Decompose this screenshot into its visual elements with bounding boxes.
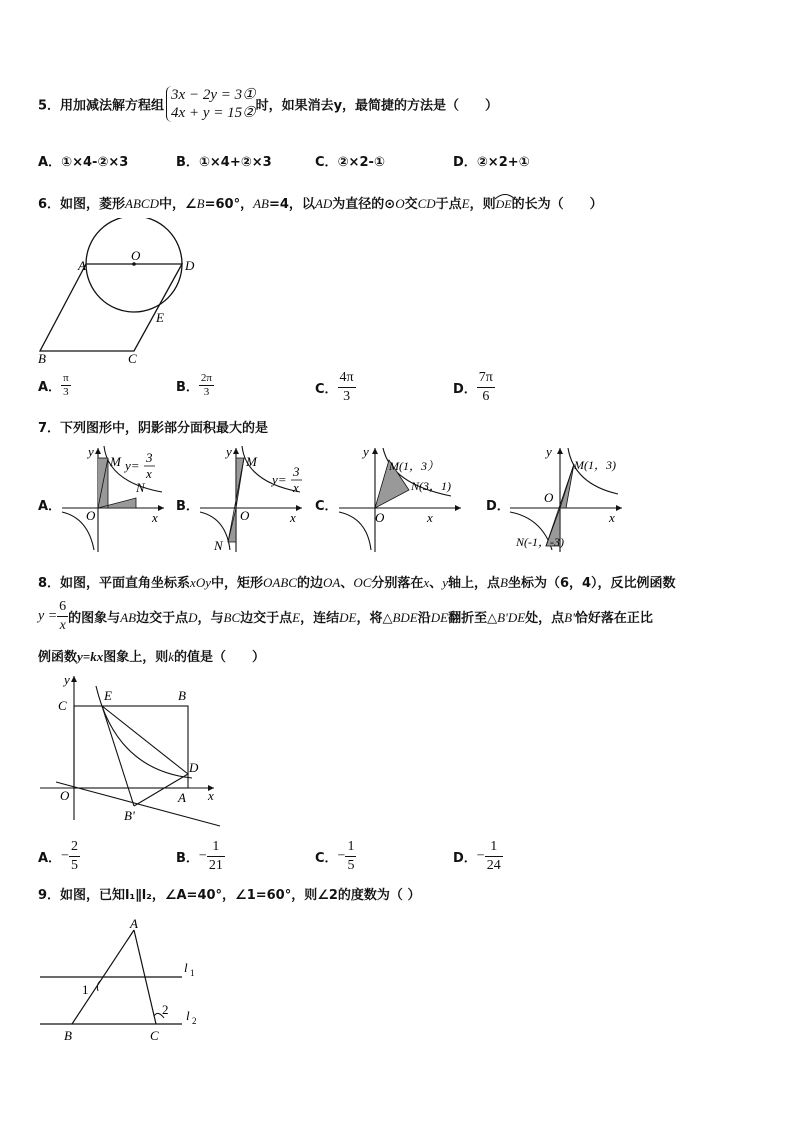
q7-b-x: x [290, 510, 296, 525]
q7-b-y: y [226, 444, 232, 459]
denominator: 5 [347, 858, 355, 873]
q7-b-m: M [246, 454, 257, 469]
q7-b-den: x [293, 480, 299, 495]
q8-var: E [292, 610, 301, 625]
q8-text: 边交于点 [136, 611, 189, 626]
q8-segment-eb-prime [102, 706, 134, 806]
q8-text: 例函数 [38, 650, 78, 665]
q6-stem [38, 193, 603, 212]
q8-option-d-fraction [485, 838, 503, 875]
q8-text: ，将△ [356, 611, 393, 626]
q5-option-b[interactable]: B．①×4+②×3 [176, 155, 272, 170]
q7-d-x: x [609, 510, 615, 525]
q6-var: CD [417, 196, 436, 211]
q8-option-b-fraction [207, 838, 225, 875]
q8-var: OC [353, 575, 372, 590]
q8-var: BC [223, 610, 241, 625]
q6-var: B [196, 196, 205, 211]
numerator: 2 [69, 838, 80, 857]
q6-text: =4，以 [268, 197, 315, 212]
minus-sign: − [337, 848, 346, 864]
q7-d-y: y [546, 444, 552, 459]
q8-option-c-fraction [345, 838, 356, 875]
q5-option-c[interactable]: C．②×2-① [315, 155, 385, 170]
option-letter: A． [38, 380, 62, 395]
q7-c-x: x [427, 510, 433, 525]
q6-label-e: E [156, 310, 164, 325]
q7-figure-b[interactable] [196, 442, 306, 557]
q9-label-l2-sub: 2 [192, 1016, 197, 1026]
q8-label-c: C [58, 698, 67, 713]
q9-label-1: 1 [82, 982, 89, 997]
q6-var: AB [253, 196, 269, 211]
q5-suffix: 时，如果消去y，最简捷的方法是（ ） [255, 98, 499, 114]
arc-mark-icon [494, 192, 516, 200]
q8-option-a-fraction [69, 838, 80, 875]
minus-sign: − [198, 848, 207, 864]
option-letter: A． [38, 851, 62, 866]
q8-option-a[interactable] [38, 838, 80, 875]
q8-label-o: O [60, 788, 70, 803]
q7-a-num: 3 [146, 450, 153, 465]
q8-text: 的值是（ ） [174, 650, 266, 665]
denominator: 3 [343, 389, 351, 404]
q6-label-b: B [38, 351, 46, 366]
q8-var: B'DE [497, 610, 526, 625]
q5-prefix: 5．用加减法解方程组 [38, 98, 165, 114]
q8-stem-line-1 [38, 572, 676, 591]
q9-label-l1-sub: 1 [190, 968, 195, 978]
q8-text: 中，矩形 [210, 576, 263, 591]
q8-text: 翻折至△ [448, 611, 498, 626]
q8-var: B [500, 575, 508, 590]
q8-var: y [442, 575, 448, 590]
q6-option-a-fraction [61, 372, 71, 399]
q8-var: OABC [263, 575, 297, 590]
q6-figure [30, 218, 210, 368]
q7-b-fn: y= [272, 472, 287, 487]
q5-equation-system [166, 86, 256, 122]
q6-label-a: A [78, 258, 86, 273]
option-letter: B． [176, 851, 199, 866]
q7-a-y: y [88, 444, 94, 459]
q7-a-fn: y= [125, 458, 140, 473]
q5-option-a[interactable]: A．①×4-②×3 [38, 155, 129, 170]
q5-equation-2: 4x + y = 15② [171, 105, 256, 121]
denominator: 3 [63, 386, 69, 398]
denominator: 3 [203, 386, 210, 398]
q6-text: ，则 [469, 197, 496, 212]
minus-sign: − [61, 848, 69, 864]
q6-text: 为直径的⊙ [332, 197, 396, 212]
q7-b-n: N [214, 538, 223, 553]
q8-rectangle-oabc [74, 706, 188, 788]
q8-var: xOy [190, 575, 211, 590]
q7-a-m: M [110, 454, 121, 469]
q8-label-b: B [178, 688, 186, 703]
q7-a-n: N [136, 480, 145, 495]
q7-c-n: N(3，1) [411, 479, 451, 493]
q8-text: 边交于点 [240, 611, 293, 626]
numerator: 4π [338, 369, 356, 388]
q6-text: 6．如图，菱形 [38, 197, 126, 212]
q8-text: 坐标为（6，4），反比例函数 [507, 576, 676, 591]
numerator: 6 [57, 598, 68, 617]
q6-option-b[interactable] [176, 372, 214, 399]
q8-var: DE [339, 610, 357, 625]
q7-figure-d[interactable] [506, 442, 626, 557]
q8-text: 分别落在 [371, 576, 424, 591]
q8-label-b-prime: B' [124, 808, 135, 823]
q7-option-a[interactable]: A． [38, 499, 62, 514]
q6-text: 交 [404, 197, 418, 212]
q9-label-l1: l [184, 960, 188, 975]
q6-text: 的长为（ ） [511, 197, 603, 212]
q7-figure-a[interactable] [58, 442, 168, 557]
denominator: 21 [208, 858, 223, 873]
numerator: 2π [200, 372, 212, 384]
q8-function-fraction [57, 598, 68, 635]
q6-option-c[interactable] [315, 369, 356, 406]
q8-var: x [423, 575, 430, 590]
q8-option-b[interactable] [176, 838, 225, 875]
q7-option-d[interactable]: D． [486, 499, 510, 514]
numerator: 1 [345, 838, 356, 857]
q8-text: 、 [429, 576, 443, 591]
option-letter: D． [453, 382, 477, 397]
q6-var: O [395, 196, 405, 211]
denominator: x [59, 618, 66, 633]
q6-arc-de [496, 197, 512, 212]
numerator: 1 [207, 838, 225, 857]
q8-line-ykx [56, 782, 220, 826]
q7-a-x: x [152, 510, 158, 525]
q8-function-lhs: y = [38, 608, 58, 624]
q8-text: 的边 [296, 576, 323, 591]
q8-figure [36, 670, 222, 830]
q7-d-n: N(-1，-3) [516, 535, 564, 549]
q8-text: 8．如图，平面直角坐标系 [38, 576, 191, 591]
q6-option-d[interactable] [453, 369, 495, 406]
q6-label-d: D [185, 258, 195, 273]
q8-text: ，连结 [300, 611, 340, 626]
q6-rhombus [40, 264, 182, 351]
q6-var: ABCD [125, 196, 159, 211]
q5-equation-1: 3x − 2y = 3① [171, 87, 256, 103]
q9-label-2: 2 [162, 1002, 169, 1017]
q7-a-o: O [86, 508, 96, 523]
q6-text: 于点 [435, 197, 462, 212]
option-letter: B． [176, 380, 199, 395]
denominator: 24 [486, 858, 501, 873]
q8-var: BDE [392, 610, 418, 625]
q7-b-o: O [240, 508, 250, 523]
q8-stem-line-2 [38, 598, 653, 635]
q6-option-d-fraction [477, 369, 495, 406]
numerator: 7π [477, 369, 495, 388]
q8-text: 、 [340, 576, 354, 591]
q9-figure [36, 914, 206, 1046]
q8-text: 图象上，则 [103, 650, 169, 665]
q7-c-y: y [363, 444, 369, 459]
q7-a-den: x [146, 466, 152, 481]
q8-option-c[interactable] [315, 838, 356, 875]
q8-var: OA [322, 575, 341, 590]
denominator: 5 [70, 858, 78, 873]
q9-label-a: A [130, 916, 138, 931]
q8-var: DE [430, 610, 449, 625]
q7-d-o: O [544, 490, 554, 505]
q6-var: E [461, 196, 470, 211]
q6-var: AD [314, 196, 333, 211]
q8-segment-ed [102, 706, 188, 774]
q6-arc-label: DE [495, 197, 512, 211]
q8-var: y=kx [77, 649, 104, 664]
q6-option-b-fraction [199, 372, 214, 399]
q7-stem: 7．下列图形中，阴影部分面积最大的是 [38, 421, 269, 436]
q8-var: k [168, 649, 174, 664]
q5-stem [38, 86, 498, 126]
q9-label-c: C [150, 1028, 159, 1043]
numerator: π [63, 372, 69, 384]
option-letter: D． [453, 851, 477, 866]
q7-option-c[interactable]: C． [315, 499, 338, 514]
q6-label-c: C [128, 351, 137, 366]
q6-text: =60°， [204, 197, 254, 212]
q9-label-b: B [64, 1028, 72, 1043]
q7-b-num: 3 [293, 464, 300, 479]
denominator: 6 [482, 389, 490, 404]
q8-label-a: A [178, 790, 186, 805]
numerator: 1 [485, 838, 503, 857]
q6-option-c-fraction [338, 369, 356, 406]
option-letter: C． [315, 851, 338, 866]
q8-label-x: x [208, 788, 214, 803]
option-letter: C． [315, 382, 338, 397]
q7-figure-c[interactable] [335, 442, 465, 557]
q8-var: D [188, 610, 198, 625]
q7-c-o: O [375, 510, 385, 525]
q8-var: B' [564, 610, 575, 625]
q8-text: 恰好落在正比 [574, 611, 653, 626]
q8-option-d[interactable] [453, 838, 503, 875]
q6-option-a[interactable] [38, 372, 71, 399]
q9-label-l2: l [186, 1008, 190, 1023]
q6-label-o: O [131, 248, 141, 263]
q5-option-d[interactable]: D．②×2+① [453, 155, 530, 170]
q8-text: ，与 [197, 611, 224, 626]
q8-label-e: E [104, 688, 112, 703]
q8-stem-line-3 [38, 646, 265, 665]
q7-c-m: M(1，3） [389, 459, 439, 473]
q8-var: AB [120, 610, 137, 625]
q7-d-m: M(1，3) [574, 458, 616, 472]
q8-label-y: y [64, 672, 70, 687]
q9-stem: 9．如图，已知l₁∥l₂，∠A=40°，∠1=60°，则∠2的度数为（ ） [38, 888, 421, 903]
q8-text: 的图象与 [68, 611, 121, 626]
q8-text: 轴上，点 [447, 576, 500, 591]
q6-text: 中，∠ [159, 197, 197, 212]
minus-sign: − [476, 848, 485, 864]
q8-text: 处，点 [525, 611, 565, 626]
q7-option-b[interactable]: B． [176, 499, 199, 514]
q8-text: 沿 [417, 611, 431, 626]
q8-label-d: D [189, 760, 199, 775]
